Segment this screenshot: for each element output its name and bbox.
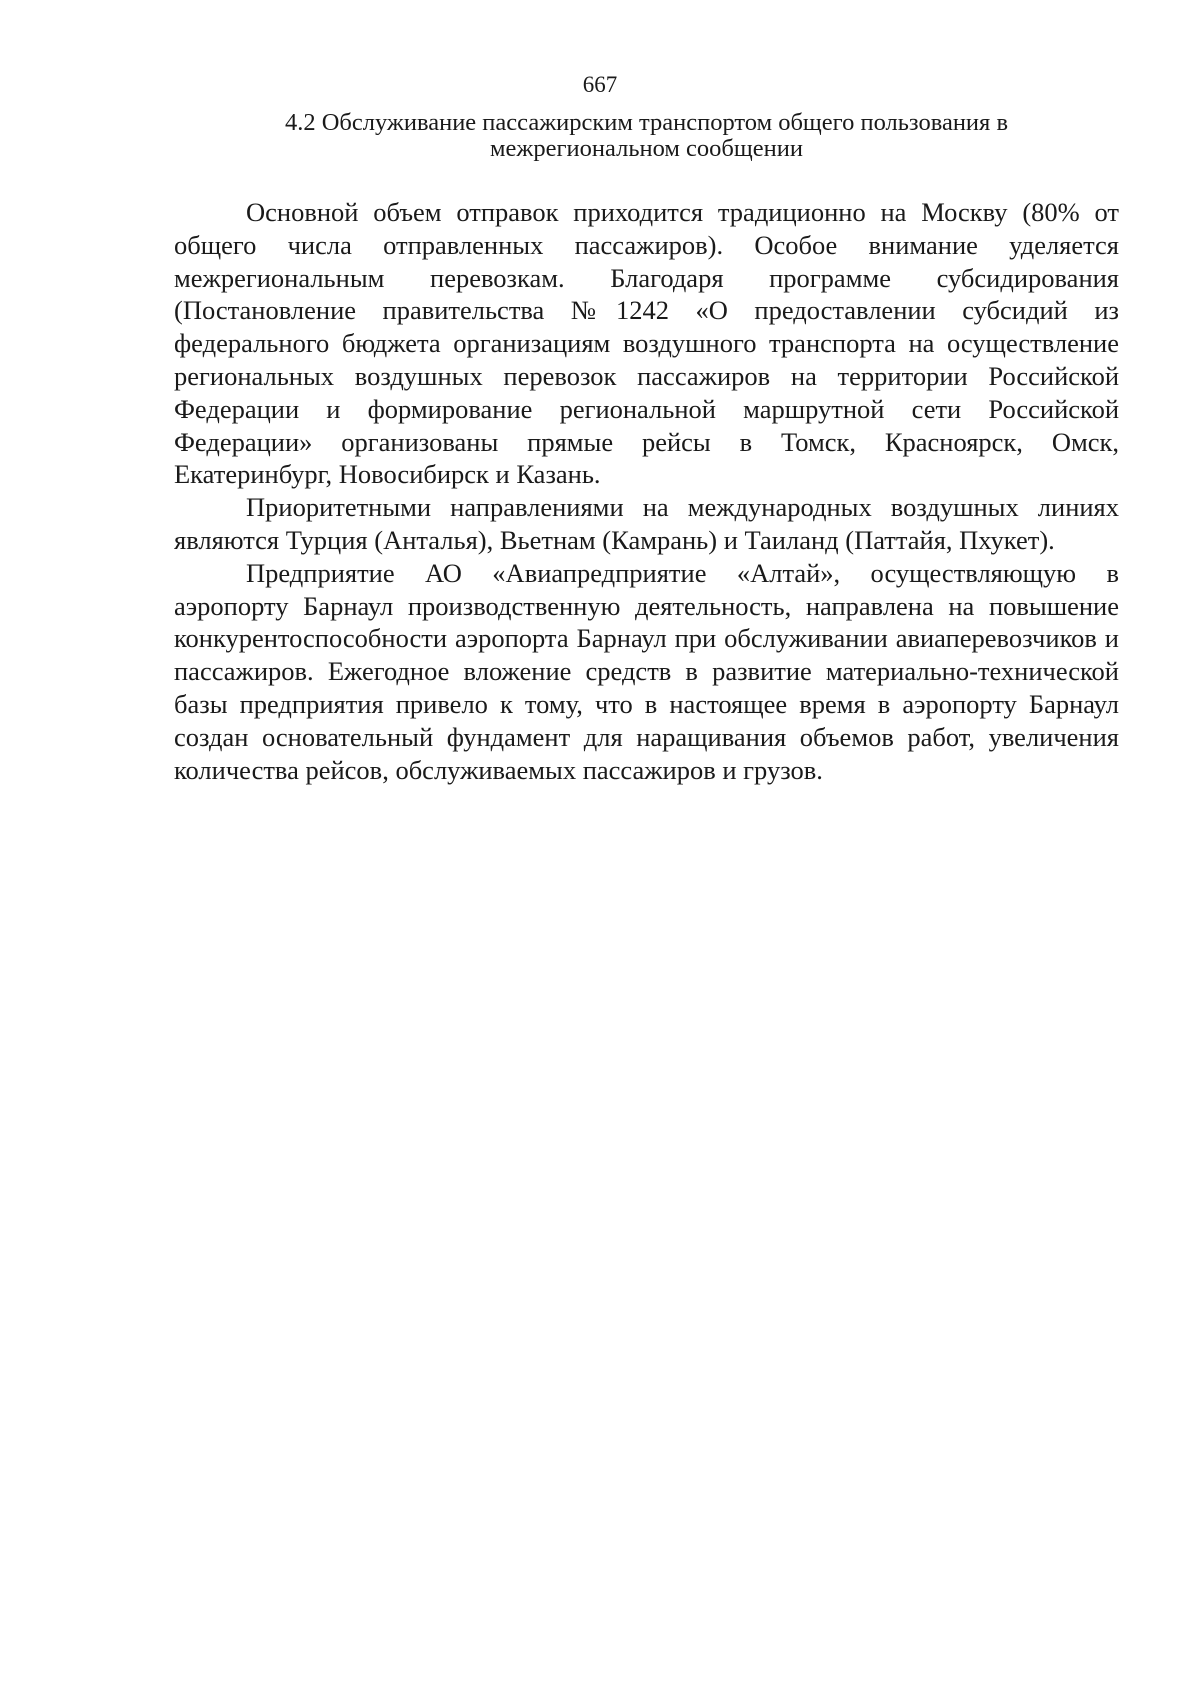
paragraph-2: Приоритетными направлениями на международных воздушных линиях являются Турция (Анталья), Вьетнам (Камрань) и Таиланд (Паттайя, Пхукет). — [174, 492, 1119, 555]
section-heading-line-2: межрегиональном сообщении — [490, 135, 803, 162]
paragraph-3: Предприятие АО «Авиапредприятие «Алтай», осуществляющую в аэропорту Барнаул производственную деятельность, направлена на повышение конкурентоспособности аэропорта Барнаул при обслуживании авиаперевозчиков и пассажиров. Ежегодное вложение средств в развитие материально-технической базы предприятия привело к тому, что в настоящее время в аэропорту Барнаул создан основательный фундамент для наращивания объемов работ, увеличения количества рейсов, обслуживаемых пассажиров и грузов. — [174, 557, 1119, 785]
body-text — [174, 196, 1119, 786]
section-heading-line-1: 4.2 Обслуживание пассажирским транспортом общего пользования в — [284, 109, 1009, 136]
section-heading — [174, 110, 1119, 162]
page-number: 667 — [582, 72, 618, 97]
paragraph-1: Основной объем отправок приходится традиционно на Москву (80% от общего числа отправленных пассажиров). Особое внимание уделяется межрегиональным перевозкам. Благодаря программе субсидирования (Постановление правительства №1242 «О предоставлении субсидий из федерального бюджета организациям воздушного транспорта на осуществление региональных воздушных перевозок пассажиров на территории Российской Федерации и формирование региональной маршрутной сети Российской Федерации» организованы прямые рейсы в Томск, Красноярск, Омск, Екатеринбург, Новосибирск и Казань. — [174, 197, 1119, 490]
